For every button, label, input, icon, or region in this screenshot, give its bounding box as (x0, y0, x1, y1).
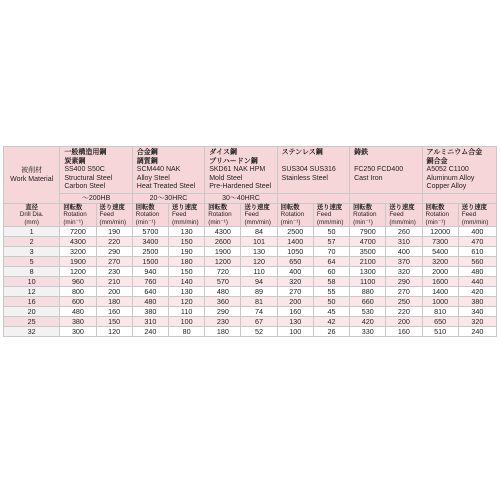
feed-cell: 42 (313, 317, 349, 327)
feed-cell: 130 (169, 227, 205, 237)
rotation-header-line: 回転数 (208, 203, 228, 211)
feed-cell: 120 (241, 257, 277, 267)
feed-cell: 160 (386, 327, 422, 337)
rotation-cell: 3200 (60, 247, 96, 257)
feed-cell: 150 (169, 267, 205, 277)
rotation-header-line: 回転数 (353, 203, 372, 211)
feed-header-line: 送り速度 (389, 203, 415, 211)
table-row (4, 287, 497, 297)
material-line: SKD61 NAK HPM (209, 166, 266, 173)
feed-header-line: Feed (99, 211, 114, 218)
feed-cell: 50 (313, 227, 349, 237)
rotation-header-line: Rotation (135, 211, 160, 218)
material-line (354, 183, 417, 192)
hardness-4 (350, 193, 422, 203)
table-row (4, 317, 497, 327)
feed-cell: 45 (313, 307, 349, 317)
feed-cell: 210 (96, 277, 132, 287)
material-line: FC250 FCD400 (354, 166, 404, 173)
rotation-cell: 810 (422, 307, 458, 317)
rotation-cell: 880 (350, 287, 386, 297)
rotation-cell: 480 (205, 287, 241, 297)
rotation-header (350, 203, 386, 227)
feed-cell: 110 (241, 267, 277, 277)
rotation-cell: 960 (60, 277, 96, 287)
material-line: Cast Iron (354, 174, 383, 182)
material-line: Heat Treated Steel (136, 183, 196, 190)
hardness-5 (422, 193, 496, 203)
material-line: SCM440 NAK (136, 166, 181, 173)
rotation-cell: 7900 (350, 227, 386, 237)
rotation-header (205, 203, 241, 227)
rotation-cell: 180 (205, 327, 241, 337)
feed-header (458, 203, 496, 227)
material-line (282, 183, 345, 192)
rotation-header-line: (min⁻¹) (208, 218, 228, 226)
rotation-cell: 3400 (132, 237, 168, 247)
material-line (354, 158, 417, 167)
rotation-cell: 3200 (422, 257, 458, 267)
feed-header (386, 203, 422, 227)
rotation-cell: 270 (277, 287, 313, 297)
rotation-cell: 600 (60, 297, 96, 307)
table-row (4, 247, 497, 257)
feed-header-line: 送り速度 (244, 203, 270, 211)
rotation-cell: 1500 (132, 257, 168, 267)
feed-cell: 120 (169, 297, 205, 307)
material-line: 鋳鉄 (354, 149, 369, 156)
rotation-cell: 5700 (132, 227, 168, 237)
rotation-cell: 1900 (205, 247, 241, 257)
rotation-header (132, 203, 168, 227)
material-line: ステンレス鋼 (281, 149, 323, 156)
material-line: Structural Steel (64, 174, 113, 182)
hardness-row (4, 193, 497, 203)
rotation-cell: 760 (132, 277, 168, 287)
rotation-header (60, 203, 96, 227)
table-row (4, 297, 497, 307)
rotation-header-line: (min⁻¹) (63, 218, 84, 226)
rotation-header (422, 203, 458, 227)
rotation-cell: 800 (60, 287, 96, 297)
material-line: Alloy Steel (136, 174, 170, 182)
rotation-cell: 530 (350, 307, 386, 317)
material-line: A5052 C1100 (426, 166, 469, 173)
rotation-cell: 380 (132, 307, 168, 317)
feed-cell: 270 (386, 287, 422, 297)
rotation-header-line: Rotation (280, 211, 305, 218)
drill-dia-cell: 1 (4, 227, 60, 237)
feed-header-line: Feed (389, 211, 404, 218)
material-header-4 (350, 147, 422, 194)
feed-header-line: (mm/min) (244, 218, 272, 226)
rotation-cell: 1050 (277, 247, 313, 257)
work-material-label-jp: 被削材 (21, 166, 43, 174)
feed-header-line: (mm/min) (461, 218, 489, 226)
feed-header-line: 送り速度 (316, 203, 343, 211)
feed-cell: 240 (458, 327, 496, 337)
feed-cell: 74 (241, 307, 277, 317)
rotation-header-line: (min⁻¹) (425, 218, 446, 226)
column-subheader-row (4, 203, 497, 227)
feed-cell: 52 (241, 327, 277, 337)
rotation-cell: 1900 (60, 257, 96, 267)
feed-header-line: (mm/min) (99, 218, 127, 226)
material-header-3 (277, 147, 349, 194)
rotation-cell: 230 (205, 317, 241, 327)
rotation-cell: 290 (205, 307, 241, 317)
rotation-cell: 2000 (422, 267, 458, 277)
table-row (4, 237, 497, 247)
feed-header-line: 送り速度 (461, 203, 487, 211)
rotation-cell: 5400 (422, 247, 458, 257)
drill-dia-header-line: Drill Dia. (19, 211, 44, 218)
feed-cell: 55 (313, 287, 349, 297)
rotation-cell: 420 (350, 317, 386, 327)
material-line: 調質鋼 (136, 157, 158, 165)
material-line: SS400 S50C (64, 166, 105, 173)
feed-cell: 340 (458, 307, 496, 317)
rotation-cell: 330 (350, 327, 386, 337)
feed-cell: 320 (386, 267, 422, 277)
rotation-cell: 1300 (350, 267, 386, 277)
rotation-header-line: 回転数 (135, 203, 155, 211)
rotation-cell: 4300 (60, 237, 96, 247)
rotation-cell: 1100 (350, 277, 386, 287)
material-line: ダイス鋼 (209, 149, 238, 156)
drill-dia-cell: 10 (4, 277, 60, 287)
hardness-2: 30～40HRC (205, 193, 277, 203)
rotation-cell: 7300 (422, 237, 458, 247)
table-row (4, 227, 497, 237)
drill-dia-cell: 20 (4, 307, 60, 317)
rotation-cell: 160 (277, 307, 313, 317)
rotation-header-line: 回転数 (280, 203, 300, 211)
feed-cell: 370 (386, 257, 422, 267)
feed-cell: 290 (386, 277, 422, 287)
table-row (4, 267, 497, 277)
drill-dia-header (4, 203, 60, 227)
rotation-cell: 1600 (422, 277, 458, 287)
material-line: 合金鋼 (136, 149, 158, 156)
rotation-cell: 400 (277, 267, 313, 277)
material-line: プリハードン鋼 (209, 157, 258, 165)
feed-cell: 64 (313, 257, 349, 267)
work-material-label (4, 147, 60, 204)
feed-cell: 470 (458, 237, 496, 247)
feed-cell: 50 (313, 297, 349, 307)
feed-header-line: 送り速度 (99, 203, 125, 211)
feed-cell: 67 (241, 317, 277, 327)
rotation-cell: 510 (422, 327, 458, 337)
drill-dia-header-line: 直径 (25, 203, 38, 211)
feed-cell: 26 (313, 327, 349, 337)
feed-header-line: Feed (244, 211, 259, 218)
feed-cell: 440 (458, 277, 496, 287)
feed-cell: 70 (313, 247, 349, 257)
feed-header (96, 203, 132, 227)
material-line: Mold Steel (209, 174, 243, 182)
feed-cell: 560 (458, 257, 496, 267)
drill-dia-cell: 12 (4, 287, 60, 297)
feed-header-line: (mm/min) (172, 218, 199, 226)
rotation-header-line: Rotation (353, 211, 377, 218)
feed-cell: 84 (241, 227, 277, 237)
feed-header (313, 203, 349, 227)
drill-dia-cell: 25 (4, 317, 60, 327)
feed-cell: 610 (458, 247, 496, 257)
feed-header (169, 203, 205, 227)
hardness-1: 20～30HRC (132, 193, 204, 203)
rotation-header-line: (min⁻¹) (280, 218, 301, 226)
material-line: 銅合金 (426, 157, 448, 165)
rotation-header-line: Rotation (63, 211, 87, 218)
feed-cell: 180 (96, 297, 132, 307)
hardness-3 (277, 193, 349, 203)
feed-header-line: (mm/min) (389, 218, 416, 226)
material-line: Carbon Steel (64, 183, 106, 190)
material-header-1 (132, 147, 204, 194)
rotation-cell: 1400 (277, 237, 313, 247)
rotation-cell: 720 (205, 267, 241, 277)
material-line (282, 158, 345, 167)
rotation-header-line: (min⁻¹) (135, 218, 156, 226)
feed-cell: 180 (169, 257, 205, 267)
feed-cell: 140 (169, 277, 205, 287)
feed-cell: 190 (169, 247, 205, 257)
feed-cell: 150 (96, 317, 132, 327)
rotation-cell: 380 (60, 317, 96, 327)
feed-cell: 110 (169, 307, 205, 317)
material-line: SUS304 SUS316 (281, 166, 336, 173)
cutting-conditions-table (3, 146, 497, 337)
rotation-cell: 4700 (350, 237, 386, 247)
feed-cell: 89 (241, 287, 277, 297)
rotation-cell: 650 (422, 317, 458, 327)
feed-cell: 270 (96, 257, 132, 267)
material-header-2 (205, 147, 277, 194)
rotation-cell: 640 (132, 287, 168, 297)
rotation-cell: 2100 (350, 257, 386, 267)
rotation-cell: 2600 (205, 237, 241, 247)
feed-cell: 130 (241, 247, 277, 257)
feed-cell: 220 (386, 307, 422, 317)
material-line: Pre-Hardened Steel (209, 183, 272, 190)
feed-cell: 60 (313, 267, 349, 277)
feed-cell: 400 (386, 247, 422, 257)
feed-cell: 130 (169, 287, 205, 297)
feed-cell: 80 (169, 327, 205, 337)
rotation-cell: 3500 (350, 247, 386, 257)
drill-dia-cell: 3 (4, 247, 60, 257)
feed-cell: 230 (96, 267, 132, 277)
table-row (4, 257, 497, 267)
feed-header-line: Feed (316, 211, 332, 218)
feed-header (241, 203, 277, 227)
rotation-cell: 940 (132, 267, 168, 277)
rotation-cell: 1200 (60, 267, 96, 277)
material-line: 一般構造用鋼 (64, 149, 107, 156)
feed-cell: 160 (96, 307, 132, 317)
drill-dia-cell: 8 (4, 267, 60, 277)
feed-cell: 250 (386, 297, 422, 307)
rotation-cell: 130 (277, 317, 313, 327)
rotation-cell: 1200 (205, 257, 241, 267)
drill-dia-cell: 32 (4, 327, 60, 337)
drill-dia-cell: 16 (4, 297, 60, 307)
material-line: アルミニウム合金 (426, 149, 483, 156)
rotation-cell: 2500 (132, 247, 168, 257)
table-row (4, 307, 497, 317)
material-header-0 (60, 147, 132, 194)
feed-cell: 420 (458, 287, 496, 297)
feed-cell: 320 (458, 317, 496, 327)
feed-cell: 101 (241, 237, 277, 247)
feed-cell: 94 (241, 277, 277, 287)
rotation-cell: 570 (205, 277, 241, 287)
drill-dia-cell: 2 (4, 237, 60, 247)
feed-cell: 200 (386, 317, 422, 327)
feed-cell: 57 (313, 237, 349, 247)
rotation-header-line: 回転数 (63, 203, 83, 211)
table-row (4, 277, 497, 287)
rotation-header-line: (min⁻¹) (353, 218, 373, 226)
drill-dia-header-line: (mm) (24, 218, 39, 226)
feed-cell: 81 (241, 297, 277, 307)
rotation-cell: 300 (60, 327, 96, 337)
rotation-cell: 200 (277, 297, 313, 307)
feed-header-line: Feed (172, 211, 187, 218)
rotation-cell: 480 (132, 297, 168, 307)
feed-cell: 200 (96, 287, 132, 297)
feed-cell: 380 (458, 297, 496, 307)
feed-header-line: Feed (461, 211, 477, 218)
feed-cell: 220 (96, 237, 132, 247)
rotation-cell: 650 (277, 257, 313, 267)
material-line: Stainless Steel (281, 174, 328, 182)
feed-cell: 260 (386, 227, 422, 237)
feed-cell: 290 (96, 247, 132, 257)
rotation-cell: 100 (277, 327, 313, 337)
drill-dia-cell: 5 (4, 257, 60, 267)
rotation-cell: 2500 (277, 227, 313, 237)
rotation-header-line: Rotation (208, 211, 232, 218)
feed-cell: 100 (169, 317, 205, 327)
feed-cell: 400 (458, 227, 496, 237)
rotation-cell: 1400 (422, 287, 458, 297)
rotation-cell: 360 (205, 297, 241, 307)
rotation-cell: 310 (132, 317, 168, 327)
rotation-header-line: 回転数 (425, 203, 445, 211)
rotation-cell: 12000 (422, 227, 458, 237)
rotation-cell: 7200 (60, 227, 96, 237)
material-line: Aluminum Alloy (426, 174, 475, 182)
feed-header-line: 送り速度 (172, 203, 198, 211)
rotation-cell: 480 (60, 307, 96, 317)
material-line: Copper Alloy (426, 183, 467, 190)
feed-cell: 120 (96, 327, 132, 337)
feed-cell: 190 (96, 227, 132, 237)
feed-header-line: (mm/min) (316, 218, 344, 226)
rotation-cell: 1000 (422, 297, 458, 307)
material-header-5 (422, 147, 496, 194)
rotation-header (277, 203, 313, 227)
table-row (4, 327, 497, 337)
rotation-cell: 4300 (205, 227, 241, 237)
feed-cell: 150 (169, 237, 205, 247)
hardness-0: ～200HB (60, 193, 132, 203)
feed-cell: 310 (386, 237, 422, 247)
feed-cell: 58 (313, 277, 349, 287)
feed-cell: 480 (458, 267, 496, 277)
rotation-cell: 660 (350, 297, 386, 307)
material-line: 炭素鋼 (64, 157, 86, 165)
rotation-cell: 320 (277, 277, 313, 287)
cutting-conditions-table-wrapper (3, 146, 497, 337)
work-material-label-en: Work Material (10, 175, 54, 183)
material-header-row (4, 147, 497, 194)
rotation-cell: 240 (132, 327, 168, 337)
rotation-header-line: Rotation (425, 211, 449, 218)
